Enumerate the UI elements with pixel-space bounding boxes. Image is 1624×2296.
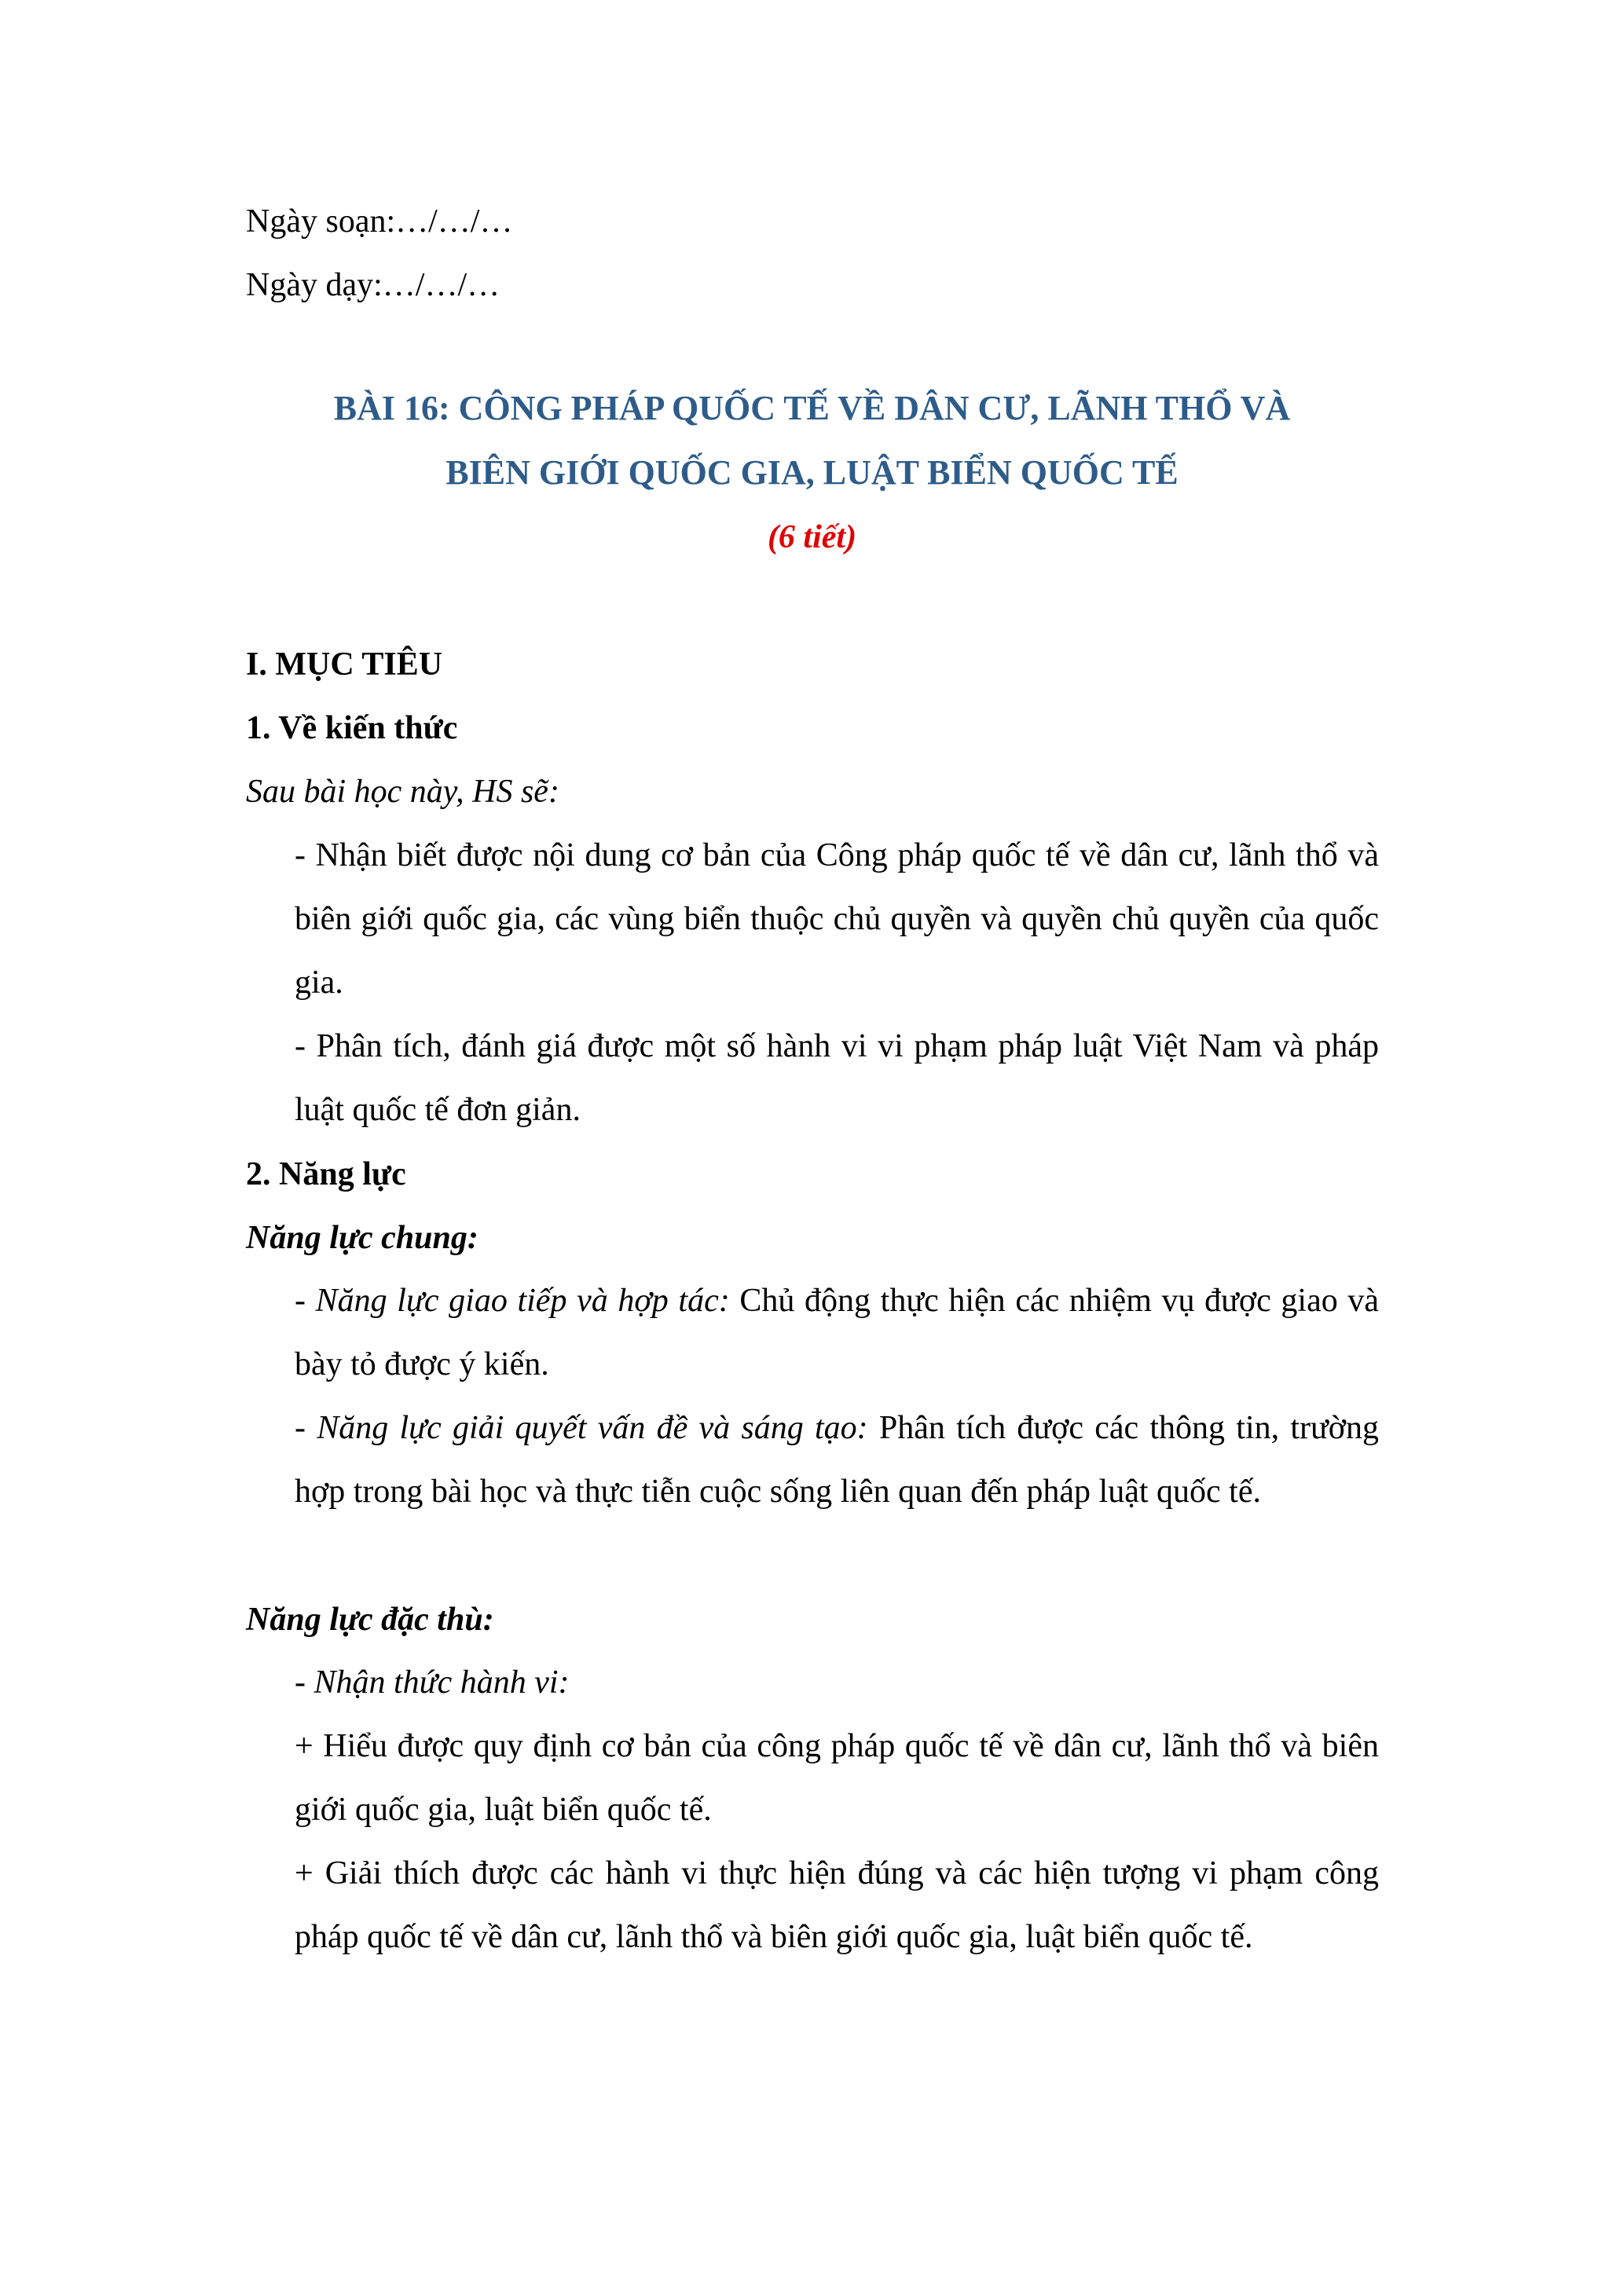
lesson-title-line-2: BIÊN GIỚI QUỐC GIA, LUẬT BIỂN QUỐC TẾ	[445, 453, 1179, 492]
specific-competence-heading: Năng lực đặc thù:	[246, 1602, 494, 1638]
subheading-knowledge: 1. Về kiến thức	[246, 710, 458, 746]
knowledge-item-2: - Phân tích, đánh giá được một số hành vi vi phạm pháp luật Việt Nam và pháp luật quốc tế đơn giản.	[295, 1028, 1379, 1128]
specific-sub-label: Nhận thức hành vi:	[313, 1664, 570, 1701]
specific-item-2: + Giải thích được các hành vi thực hiện đúng và các hiện tượng vi phạm công pháp quốc tế về dân cư, lãnh thổ và biên giới quốc gia, luật biển quốc tế.	[295, 1855, 1379, 1955]
lesson-periods: (6 tiết)	[767, 519, 857, 555]
subheading-competence: 2. Năng lực	[246, 1156, 406, 1192]
specific-sub-prefix: -	[295, 1664, 314, 1701]
general-item-2-text: Phân tích được các thông tin, trường hợp trong bài học và thực tiễn cuộc sống liên quan đến pháp luật quốc tế.	[295, 1410, 1379, 1510]
general-item-1-text: Chủ động thực hiện các nhiệm vụ được giao và bày tỏ được ý kiến.	[295, 1283, 1379, 1382]
general-item-1-prefix: -	[295, 1283, 316, 1319]
general-item-2-prefix: -	[295, 1410, 317, 1446]
specific-subheading	[295, 1651, 1379, 1715]
general-item-1	[295, 1269, 1379, 1397]
date-prepared: Ngày soạn:…/…/…	[246, 203, 513, 240]
general-item-2-label: Năng lực giải quyết vấn đề và sáng tạo:	[317, 1410, 868, 1446]
knowledge-item-1: - Nhận biết được nội dung cơ bản của Công pháp quốc tế về dân cư, lãnh thổ và biên giới quốc gia, các vùng biển thuộc chủ quyền và quyền chủ quyền của quốc gia.	[295, 837, 1379, 1001]
general-competence-heading: Năng lực chung:	[246, 1220, 478, 1256]
general-item-2	[295, 1397, 1379, 1524]
general-item-1-label: Năng lực giao tiếp và hợp tác:	[315, 1283, 730, 1319]
date-taught: Ngày dạy:…/…/…	[246, 267, 500, 303]
specific-item-1: + Hiểu được quy định cơ bản của công pháp quốc tế về dân cư, lãnh thổ và biên giới quốc gia, luật biển quốc tế.	[295, 1728, 1379, 1828]
knowledge-intro: Sau bài học này, HS sẽ:	[246, 774, 559, 810]
section-heading-objectives: I. MỤC TIÊU	[246, 646, 443, 683]
lesson-title-line-1: BÀI 16: CÔNG PHÁP QUỐC TẾ VỀ DÂN CƯ, LÃNH THỔ VÀ	[333, 389, 1291, 427]
